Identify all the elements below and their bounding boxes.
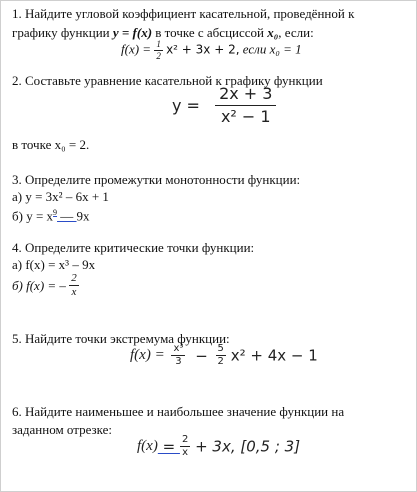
p3-b-gap: — (57, 208, 77, 224)
p1-line2 (12, 25, 314, 40)
p4-a: а) f(x) = x³ – 9x (12, 257, 96, 272)
p3-b-sup: 9 (53, 208, 58, 217)
p4-b (12, 273, 79, 298)
p5-n2: 5 (217, 343, 224, 354)
p1-function-ref: y = f(x) (112, 25, 153, 40)
p2-den: x² − 1 (220, 107, 271, 126)
p1-fraction (154, 40, 163, 61)
p5-minus: − (195, 346, 208, 365)
p4-b-num: 2 (71, 272, 77, 284)
p1-line2-c: , если: (278, 25, 314, 40)
p1-formula (121, 40, 302, 61)
p5-frac2 (216, 344, 226, 367)
p6-den: x (182, 447, 189, 458)
p1-f-den: 2 (156, 51, 161, 61)
p1-line1: 1. Найдите угловой коэффициент касательной, проведённой к (12, 6, 355, 21)
p3-b-pre: б) y = x (12, 208, 54, 224)
p2-formula (172, 86, 276, 125)
p2-point: в точке x₀ = 2. (12, 137, 90, 152)
p3-b-post: 9x (76, 208, 90, 224)
p1-f-num: 1 (156, 39, 161, 49)
p5-frac1 (171, 344, 185, 367)
p5-lhs: f(x) = (130, 347, 165, 363)
p1-line2-a: графику функции (12, 25, 113, 40)
p2-num: 2x + 3 (215, 86, 276, 106)
p6-fraction (180, 435, 190, 458)
p1-f-rest: x² + 3x + 2, (166, 42, 240, 57)
p6-formula (137, 435, 300, 458)
p6-line1: 6. Найдите наименьшее и наибольшее значение функции на (12, 404, 345, 419)
p1-x0: x₀ (267, 25, 279, 40)
p6-line2: заданном отрезке: (12, 422, 113, 437)
p5-line: 5. Найдите точки экстремума функции: (12, 331, 230, 346)
p5-formula (130, 344, 318, 367)
p4-b-lhs: б) f(x) = – (12, 278, 66, 293)
p4-line: 4. Определите критические точки функции: (12, 240, 255, 255)
p1-f-lhs: f(x) = (121, 41, 152, 57)
p6-rest: + 3x, [0,5 ; 3] (195, 437, 301, 456)
p2-y: y = (172, 96, 200, 115)
p3-b (12, 205, 90, 223)
p3-a: а) y = 3x² – 6x + 1 (12, 189, 109, 204)
p1-line2-b: в точке с абсциссой (152, 25, 268, 40)
p2-line: 2. Составьте уравнение касательной к графику функции (12, 73, 323, 88)
p5-n1: x³ (173, 343, 184, 354)
p1-cond: если x₀ = 1 (239, 41, 302, 57)
p4-b-fraction (69, 273, 79, 298)
p5-d1: 3 (175, 356, 182, 367)
p5-d2: 2 (217, 356, 224, 367)
p4-b-den: x (71, 286, 77, 298)
p6-lhs: f(x) (137, 438, 158, 454)
p6-eq: = (157, 437, 180, 456)
p6-num: 2 (181, 434, 189, 445)
p2-fraction (215, 86, 276, 125)
p3-line: 3. Определите промежутки монотонности функции: (12, 172, 301, 187)
p5-rest: x² + 4x − 1 (230, 346, 318, 365)
